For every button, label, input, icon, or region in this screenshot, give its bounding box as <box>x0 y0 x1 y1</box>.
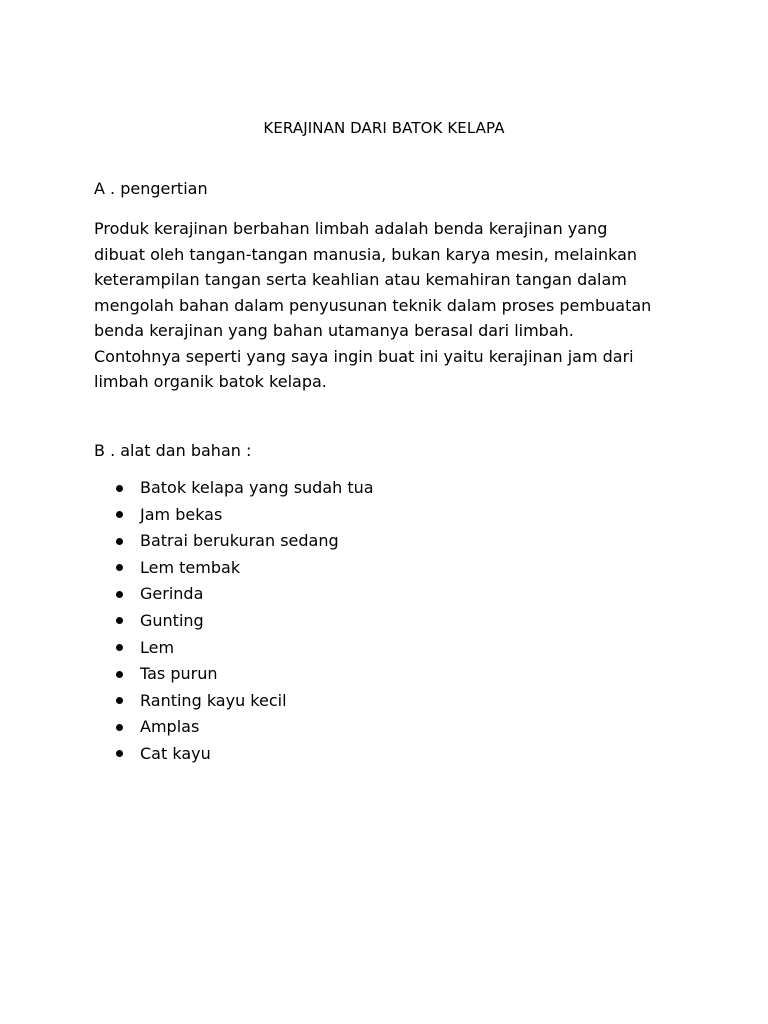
paragraph-line: Produk kerajinan berbahan limbah adalah benda kerajinan yang <box>94 219 608 238</box>
bullet-icon <box>116 671 123 678</box>
bullet-icon <box>116 617 123 624</box>
list-item-text: Ranting kayu kecil <box>140 690 287 710</box>
document-title: KERAJINAN DARI BATOK KELAPA <box>263 119 505 137</box>
list-item <box>94 741 374 768</box>
list-item-text: Lem <box>140 637 175 657</box>
list-item <box>94 555 374 582</box>
list-item <box>94 528 374 555</box>
list-item <box>94 714 374 741</box>
bullet-icon <box>116 564 123 571</box>
list-item-text: Gunting <box>140 610 204 630</box>
section-b-heading: B . alat dan bahan : <box>94 441 252 460</box>
section-a-heading: A . pengertian <box>94 179 208 198</box>
section-a-paragraph <box>94 216 694 395</box>
bullet-icon <box>116 644 123 651</box>
list-item <box>94 635 374 662</box>
materials-list <box>94 475 374 768</box>
bullet-icon <box>116 511 123 518</box>
paragraph-line: dibuat oleh tangan-tangan manusia, bukan karya mesin, melainkan <box>94 244 638 264</box>
bullet-icon <box>116 750 123 757</box>
list-item-text: Lem tembak <box>140 557 241 577</box>
list-item-text: Gerinda <box>140 584 204 604</box>
bullet-icon <box>116 538 123 545</box>
bullet-icon <box>116 697 123 704</box>
paragraph-line: mengolah bahan dalam penyusunan teknik dalam proses pembuatan <box>94 295 652 315</box>
bullet-icon <box>116 591 123 598</box>
list-item-text: Batok kelapa yang sudah tua <box>140 478 374 497</box>
list-item <box>94 661 374 688</box>
paragraph-line: benda kerajinan yang bahan utamanya berasal dari limbah. <box>94 321 574 340</box>
list-item-text: Cat kayu <box>140 743 211 763</box>
list-item-text: Jam bekas <box>140 504 223 524</box>
list-item <box>94 581 374 608</box>
list-item <box>94 688 374 715</box>
paragraph-line: keterampilan tangan serta keahlian atau kemahiran tangan dalam <box>94 270 627 289</box>
list-item <box>94 475 374 502</box>
list-item <box>94 608 374 635</box>
list-item-text: Tas purun <box>140 664 218 684</box>
bullet-icon <box>116 724 123 731</box>
bullet-icon <box>116 485 123 492</box>
list-item <box>94 502 374 529</box>
list-item-text: Amplas <box>140 717 200 737</box>
list-item-text: Batrai berukuran sedang <box>140 531 339 551</box>
paragraph-line: Contohnya seperti yang saya ingin buat ini yaitu kerajinan jam dari <box>94 346 634 366</box>
paragraph-line: limbah organik batok kelapa. <box>94 372 327 391</box>
